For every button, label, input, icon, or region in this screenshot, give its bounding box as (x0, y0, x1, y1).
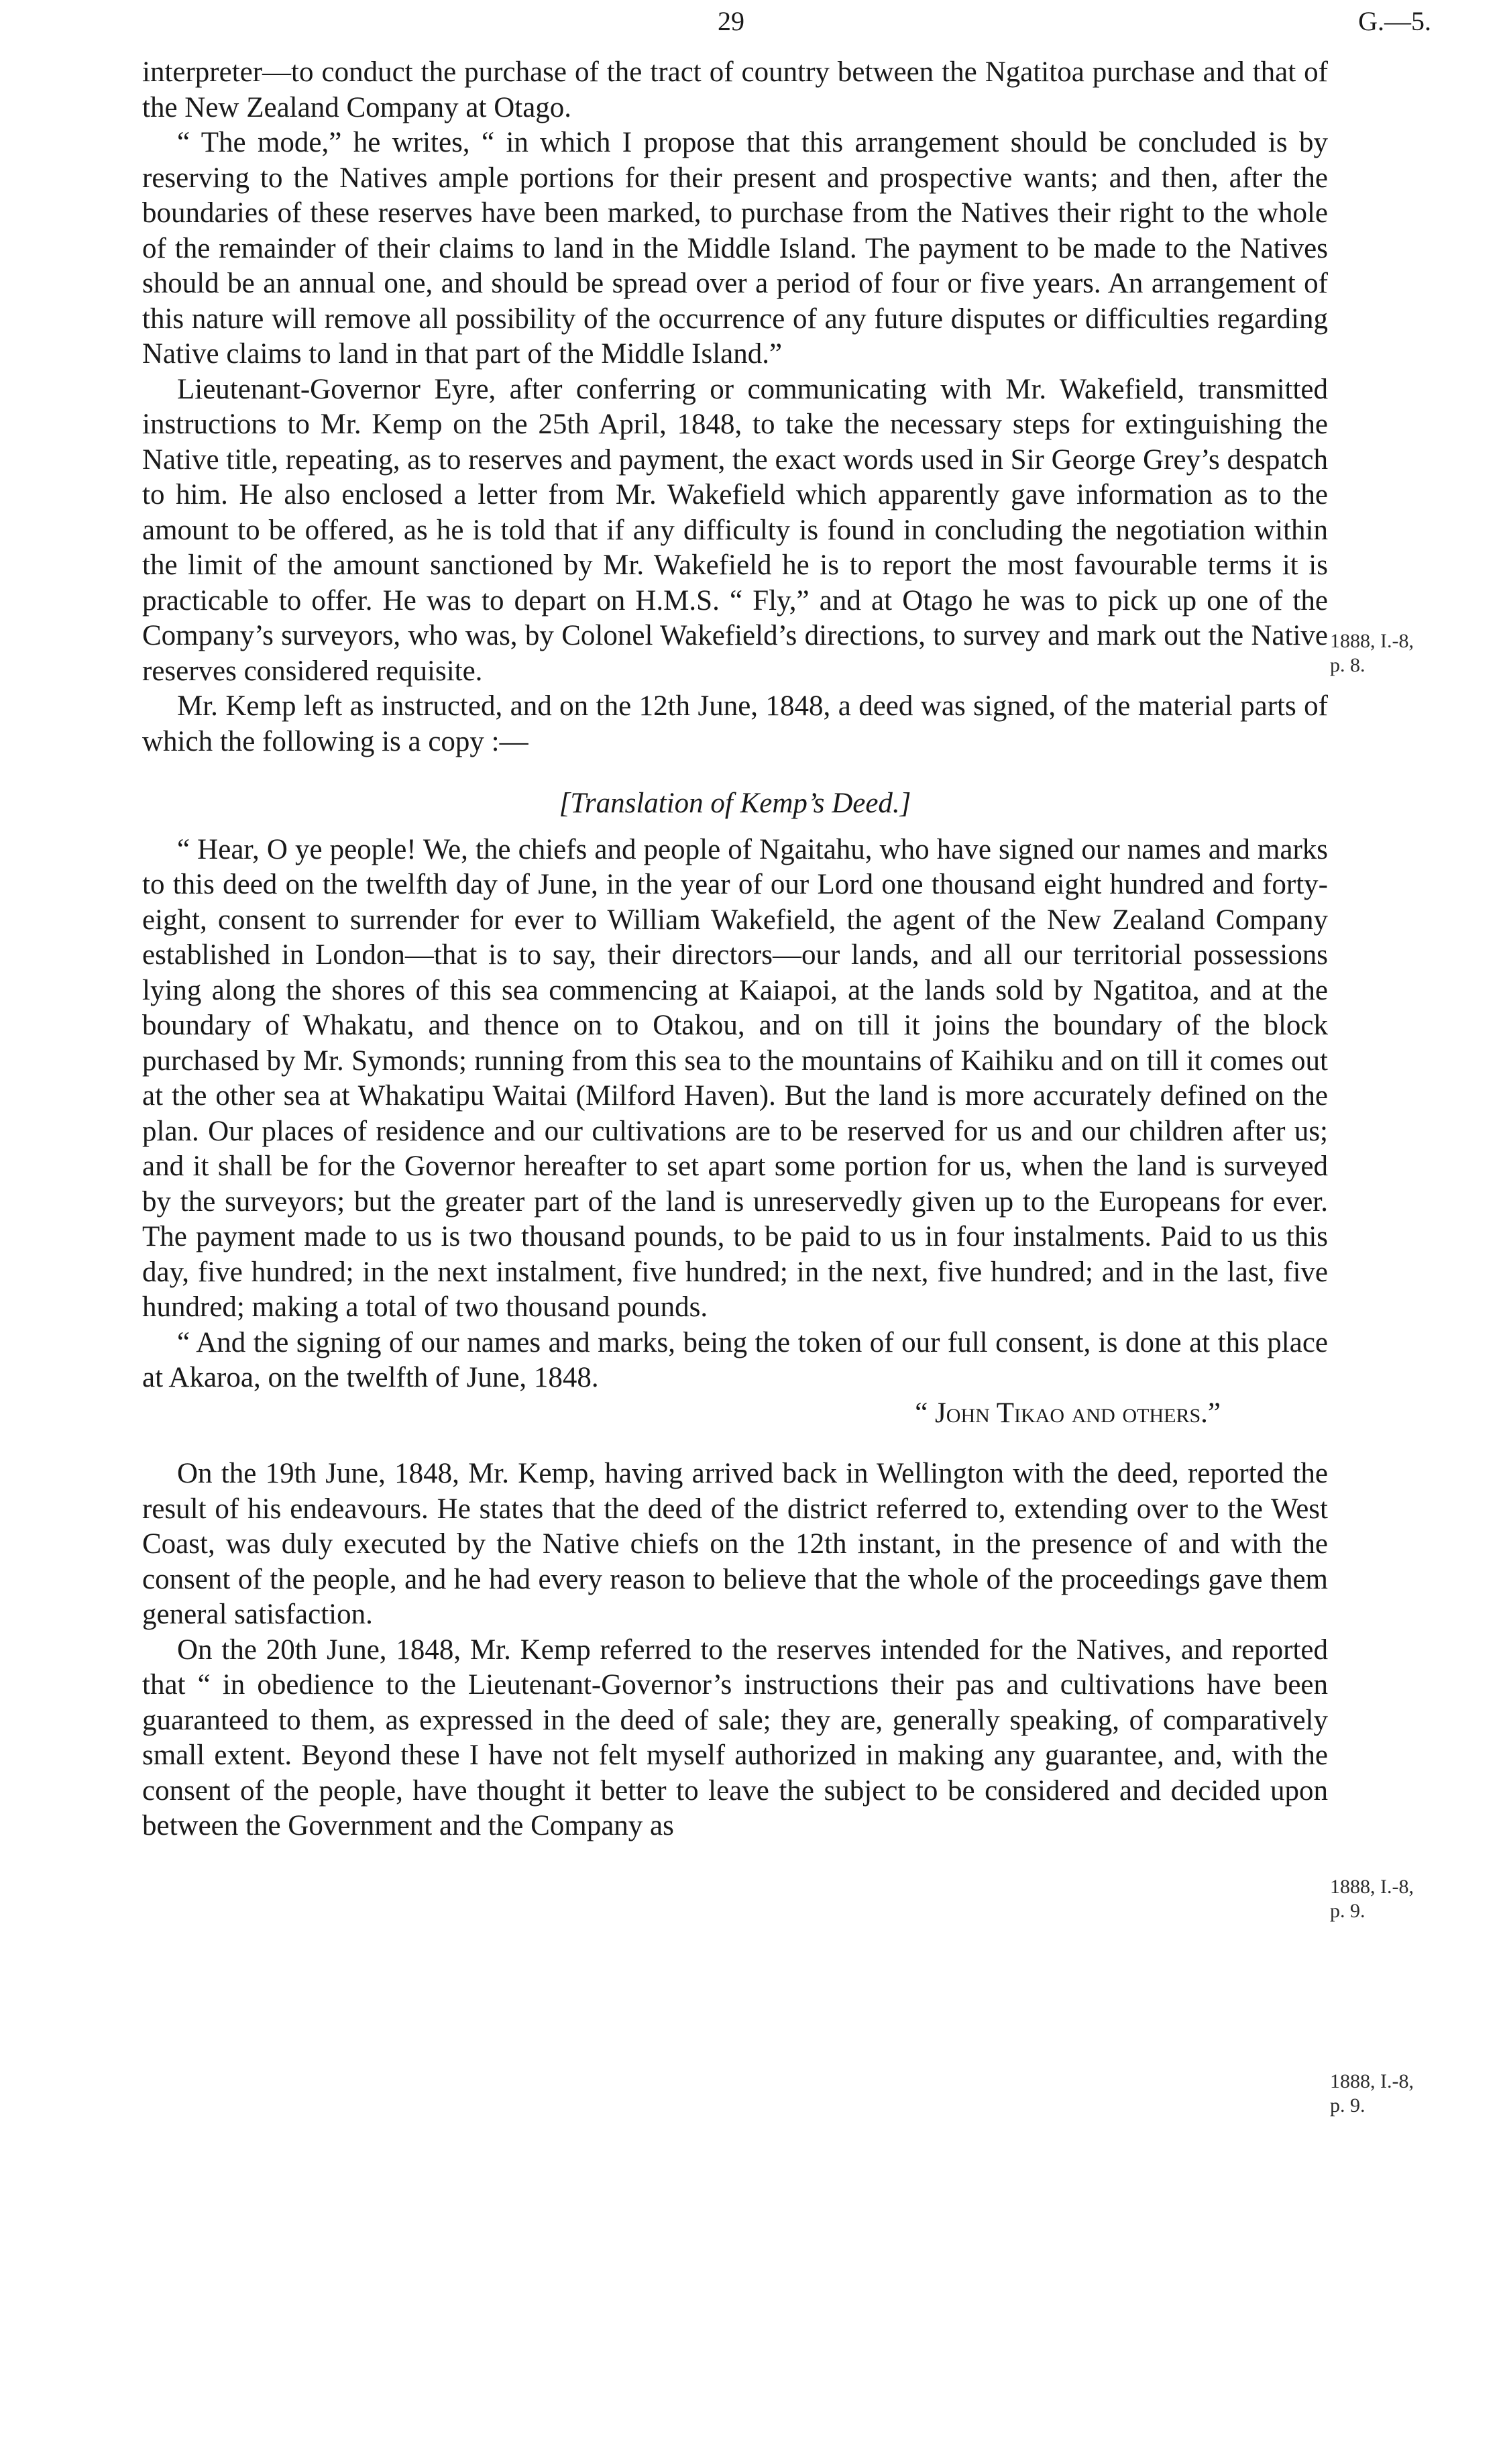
document-reference: G.—5. (1358, 6, 1431, 36)
paragraph: “ The mode,” he writes, “ in which I propose that this arrangement should be concluded is by reserving to the Natives ample portions for their present and prospective wants; and then, after the boundaries of these reserves have been marked, to purchase from the Natives their right to the whole of the remainder of their claims to land in the Middle Island. The payment to be made to the Natives should be an annual one, and should be spread over a period of four or five years. An arrangement of this nature will remove all possibility of the occurrence of any future disputes or difficulties regarding Native claims to land in that part of the Middle Island.” (142, 127, 1328, 370)
margin-reference: 1888, I.-8, p. 8. (1330, 630, 1414, 676)
paragraph: Lieutenant-Governor Eyre, after conferring or communicating with Mr. Wakefield, transmitted instructions to Mr. Kemp on the 25th April, 1848, to take the necessary steps for extinguishing the Native title, repeating, as to reserves and payment, the exact words used in Sir George Grey’s despatch to him. He also enclosed a letter from Mr. Wakefield which apparently gave information as to the amount to be offered, as he is told that if any difficulty is found in concluding the negotiation within the limit of the amount sanctioned by Mr. Wakefield he is to report the most favourable terms it is practicable to offer. He was to depart on H.M.S. “ Fly,” and at Otago he was to pick up one of the Company’s surveyors, who was, by Colonel Wakefield’s directions, to survey and mark out the Native reserves considered requisite. (142, 373, 1328, 687)
section-heading: [Translation of Kemp’s Deed.] (559, 788, 911, 819)
deed-signature: “ John Tikao and others.” (915, 1397, 1221, 1429)
body-text (142, 55, 1328, 1844)
deed-paragraph: “ Hear, O ye people! We, the chiefs and people of Ngaitahu, who have signed our names and marks to this deed on the twelfth day of June, in the year of our Lord one thousand eight hundred and forty-eight, consent to surrender for ever to William Wakefield, the agent of the New Zealand Company established in London—that is to say, their directors—our lands, and all our territorial possessions lying along the shores of this sea commencing at Kaiapoi, at the lands sold by Ngatitoa, and at the boundary of Whakatu, and thence on to Otakou, and on till it joins the boundary of the block purchased by Mr. Symonds; running from this sea to the mountains of Kaihiku and on till it comes out at the other sea at Whakatipu Waitai (Milford Haven). But the land is more accurately defined on the plan. Our places of residence and our cultivations are to be reserved for us and our children after us; and it shall be for the Governor hereafter to set apart some portion for us, when the land is surveyed by the surveyors; but the greater part of the land is unreservedly given up to the Europeans for ever. The payment made to us is two thousand pounds, to be paid to us in four instalments. Paid to us this day, five hundred; in the next instalment, five hundred; in the next, five hundred; and in the last, five hundred; making a total of two thousand pounds. (142, 833, 1328, 1323)
margin-reference: 1888, I.-8, p. 9. (1330, 1876, 1414, 1922)
page-number: 29 (718, 6, 744, 36)
paragraph: interpreter—to conduct the purchase of the tract of country between the Ngatitoa purchase and that of the New Zealand Company at Otago. (142, 56, 1328, 123)
margin-reference: 1888, I.-8, p. 9. (1330, 2070, 1414, 2117)
paragraph: Mr. Kemp left as instructed, and on the 12th June, 1848, a deed was signed, of the material parts of which the following is a copy :— (142, 690, 1328, 757)
paragraph: On the 20th June, 1848, Mr. Kemp referred to the reserves intended for the Natives, and reported that “ in obedience to the Lieutenant-Governor’s instructions their pas and cultivations have been guaranteed to them, as expressed in the deed of sale; they are, generally speaking, of comparatively small extent. Beyond these I have not felt myself authorized in making any guarantee, and, with the consent of the people, have thought it better to leave the subject to be considered and decided upon between the Government and the Company as (142, 1633, 1328, 1841)
deed-paragraph: “ And the signing of our names and marks, being the token of our full consent, is done at this place at Akaroa, on the twelfth of June, 1848. (142, 1326, 1328, 1393)
paragraph: On the 19th June, 1848, Mr. Kemp, having arrived back in Wellington with the deed, reported the result of his endeavours. He states that the deed of the district referred to, extending over to the West Coast, was duly executed by the Native chiefs on the 12th instant, in the presence of and with the consent of the people, and he had every reason to believe that the whole of the proceedings gave them general satisfaction. (142, 1458, 1328, 1630)
